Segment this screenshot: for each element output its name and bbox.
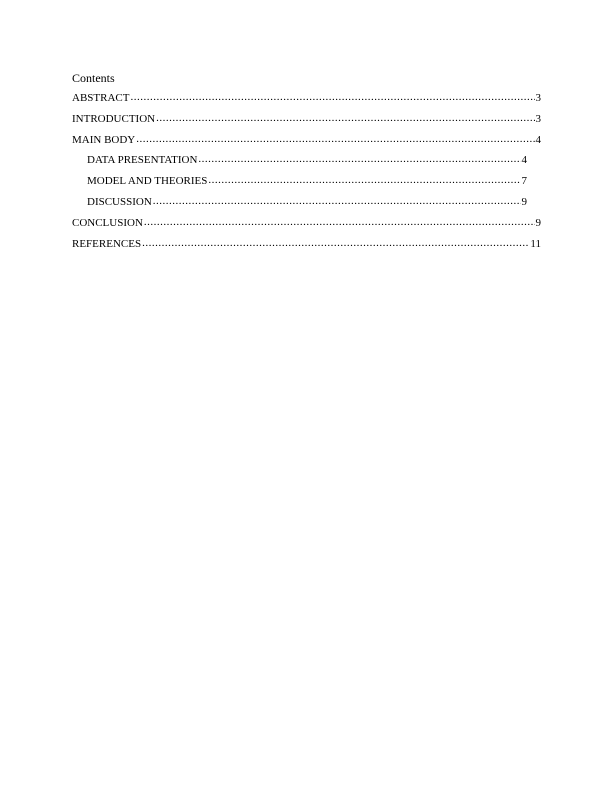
toc-entry-model-and-theories[interactable] <box>87 174 527 195</box>
toc-entry-label: INTRODUCTION <box>72 112 156 125</box>
toc-entry-page: 11 <box>530 237 541 250</box>
dot-leader <box>142 237 529 250</box>
toc-entry-label: DATA PRESENTATION <box>87 154 198 167</box>
toc-entry-label: MODEL AND THEORIES <box>87 175 208 188</box>
toc-entry-label: DISCUSSION <box>87 195 152 208</box>
toc-entry-page: 4 <box>521 154 527 167</box>
dot-leader <box>130 91 534 104</box>
toc-entry-abstract[interactable] <box>72 91 541 112</box>
dot-leader <box>156 112 534 125</box>
table-of-contents <box>72 70 542 257</box>
dot-leader <box>208 174 520 187</box>
toc-entry-conclusion[interactable] <box>72 216 541 237</box>
toc-entry-label: CONCLUSION <box>72 216 143 229</box>
toc-entry-discussion[interactable] <box>87 195 527 216</box>
dot-leader <box>144 216 535 229</box>
toc-entry-label: MAIN BODY <box>72 133 136 146</box>
dot-leader <box>136 133 534 146</box>
toc-entry-main-body[interactable] <box>72 133 541 154</box>
toc-entry-page: 9 <box>535 216 541 229</box>
toc-entry-page: 9 <box>521 195 527 208</box>
toc-entry-page: 4 <box>535 133 541 146</box>
toc-entry-introduction[interactable] <box>72 112 541 133</box>
toc-entry-label: REFERENCES <box>72 237 142 250</box>
toc-entry-label: ABSTRACT <box>72 92 130 104</box>
toc-entry-page: 3 <box>535 112 541 125</box>
toc-entry-data-presentation[interactable] <box>87 153 527 174</box>
dot-leader <box>198 153 520 166</box>
toc-entry-page: 7 <box>521 175 527 188</box>
dot-leader <box>153 195 521 208</box>
toc-entry-references[interactable] <box>72 237 541 258</box>
toc-entry-page: 3 <box>535 92 541 104</box>
toc-title: Contents <box>72 71 115 85</box>
